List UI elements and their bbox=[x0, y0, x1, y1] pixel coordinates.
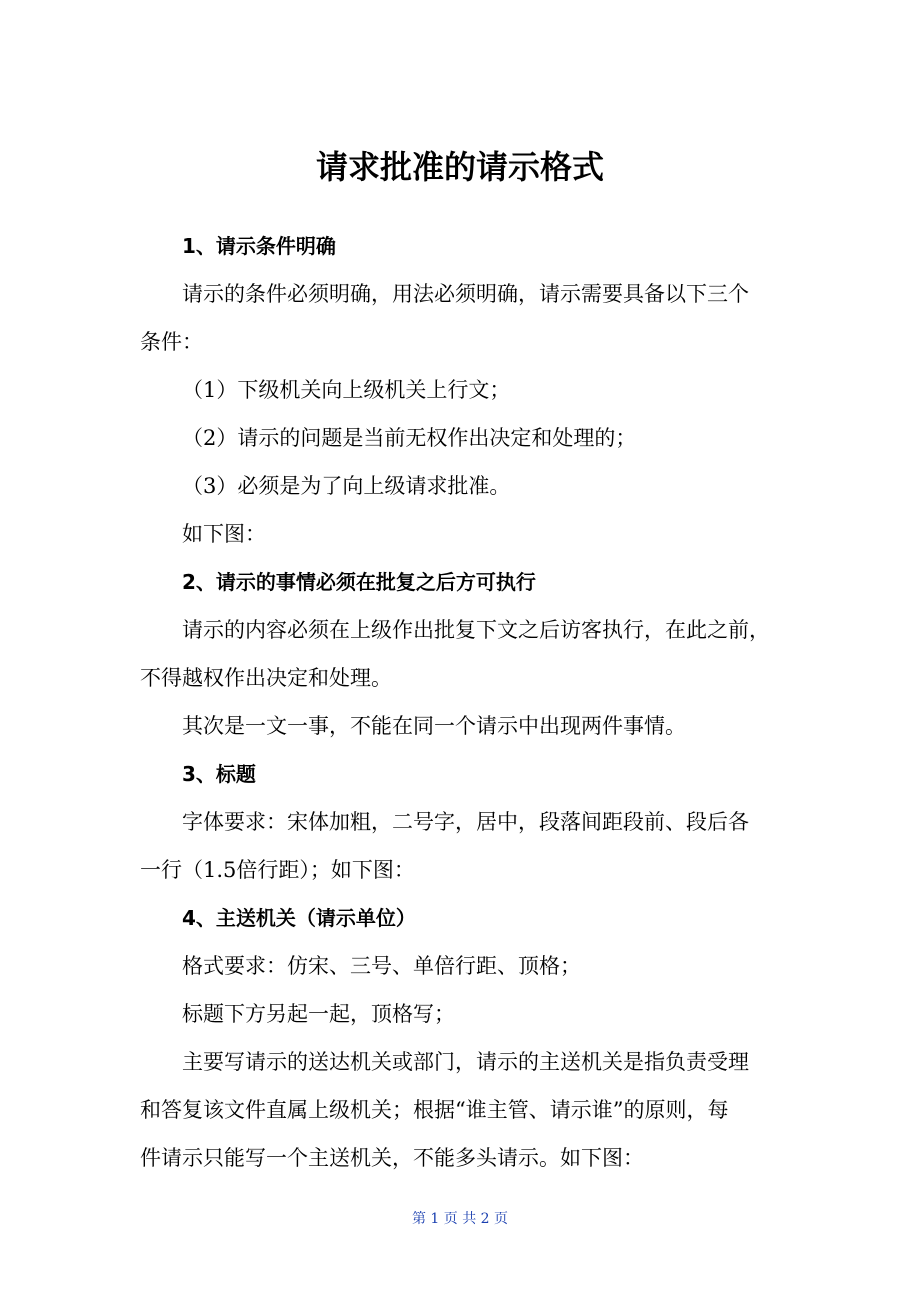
document-title: 请求批准的请示格式 bbox=[315, 148, 604, 186]
section-heading-1: 1、请示条件明确 bbox=[182, 234, 336, 258]
paragraph-line: 请示的内容必须在上级作出批复下文之后访客执行，在此之前， bbox=[182, 618, 770, 642]
paragraph-line: 和答复该文件直属上级机关；根据“谁主管、请示谁”的原则，每 bbox=[140, 1098, 729, 1122]
paragraph-line: 主要写请示的送达机关或部门，请示的主送机关是指负责受理 bbox=[182, 1050, 749, 1074]
paragraph-line: 格式要求：仿宋、三号、单倍行距、顶格； bbox=[182, 954, 581, 978]
list-item: （3）必须是为了向上级请求批准。 bbox=[182, 474, 511, 498]
section-heading-4: 4、主送机关（请示单位） bbox=[182, 906, 416, 930]
list-item: （1）下级机关向上级机关上行文； bbox=[182, 378, 511, 402]
document-body bbox=[140, 222, 780, 1182]
paragraph-line: 条件： bbox=[140, 330, 203, 354]
paragraph-line: 如下图： bbox=[182, 522, 266, 546]
page-number-footer: 第 1 页 共 2 页 bbox=[411, 1211, 509, 1227]
paragraph-line: 一行（1.5倍行距）；如下图： bbox=[140, 858, 415, 882]
section-heading-3: 3、标题 bbox=[182, 762, 256, 786]
paragraph-line: 标题下方另起一起，顶格写； bbox=[182, 1002, 455, 1026]
paragraph-line: 其次是一文一事，不能在同一个请示中出现两件事情。 bbox=[182, 714, 686, 738]
paragraph-line: 件请示只能写一个主送机关，不能多头请示。如下图： bbox=[140, 1146, 644, 1170]
list-item: （2）请示的问题是当前无权作出决定和处理的； bbox=[182, 426, 637, 450]
paragraph-line: 不得越权作出决定和处理。 bbox=[140, 666, 392, 690]
paragraph-line: 字体要求：宋体加粗，二号字，居中，段落间距段前、段后各 bbox=[182, 810, 749, 834]
paragraph-line: 请示的条件必须明确，用法必须明确，请示需要具备以下三个 bbox=[182, 282, 749, 306]
section-heading-2: 2、请示的事情必须在批复之后方可执行 bbox=[182, 570, 536, 594]
